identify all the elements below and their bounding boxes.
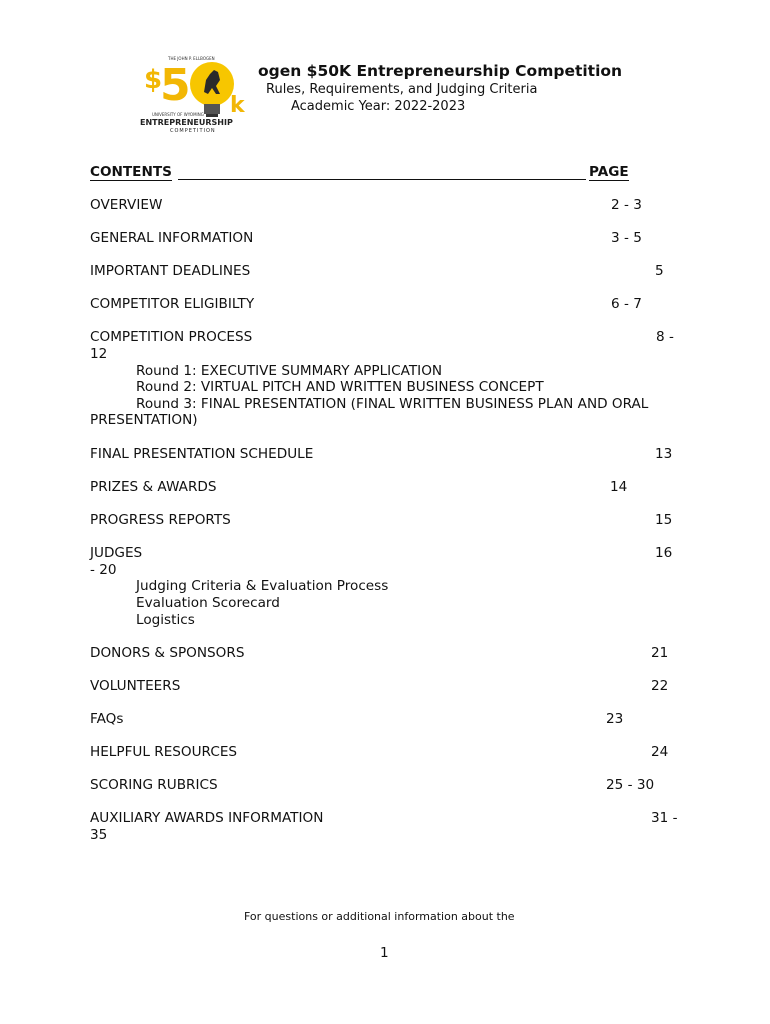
logo-k: k bbox=[230, 93, 245, 118]
footer-note: For questions or additional information about the bbox=[244, 910, 515, 923]
toc-resources: HELPFUL RESOURCES bbox=[90, 744, 238, 760]
toc-donors-page: 21 bbox=[651, 645, 669, 661]
contents-heading: CONTENTS bbox=[90, 164, 172, 180]
toc-process: COMPETITION PROCESS bbox=[90, 329, 253, 345]
toc-eligibility-page: 6 - 7 bbox=[611, 296, 642, 312]
document-title: ogen $50K Entrepreneurship Competition bbox=[258, 62, 623, 80]
toc-faqs-page: 23 bbox=[606, 711, 624, 727]
toc-schedule-page: 13 bbox=[655, 446, 673, 462]
academic-year: Academic Year: 2022-2023 bbox=[291, 99, 466, 114]
toc-eligibility: COMPETITOR ELIGIBILTY bbox=[90, 296, 255, 312]
toc-auxiliary: AUXILIARY AWARDS INFORMATION bbox=[90, 810, 324, 826]
toc-progress-page: 15 bbox=[655, 512, 673, 528]
toc-prizes-page: 14 bbox=[610, 479, 628, 495]
toc-resources-page: 24 bbox=[651, 744, 669, 760]
toc-rubrics: SCORING RUBRICS bbox=[90, 777, 218, 793]
toc-process-page: 8 - bbox=[656, 329, 674, 345]
toc-round1: Round 1: EXECUTIVE SUMMARY APPLICATION bbox=[136, 363, 443, 379]
toc-judges-page-cont: - 20 bbox=[90, 562, 117, 578]
toc-judges-sub3: Logistics bbox=[136, 612, 195, 628]
toc-judges: JUDGES bbox=[90, 545, 143, 561]
page-number: 1 bbox=[380, 945, 389, 961]
logo-line2: COMPETITION bbox=[170, 128, 216, 134]
toc-round2: Round 2: VIRTUAL PITCH AND WRITTEN BUSINESS CONCEPT bbox=[136, 379, 544, 395]
toc-general: GENERAL INFORMATION bbox=[90, 230, 254, 246]
toc-general-page: 3 - 5 bbox=[611, 230, 642, 246]
toc-volunteers-page: 22 bbox=[651, 678, 669, 694]
svg-text:THE JOHN P. ELLBOGEN: THE JOHN P. ELLBOGEN bbox=[168, 56, 215, 61]
header-rule bbox=[178, 179, 586, 180]
toc-overview: OVERVIEW bbox=[90, 197, 163, 213]
toc-volunteers: VOLUNTEERS bbox=[90, 678, 181, 694]
toc-prizes: PRIZES & AWARDS bbox=[90, 479, 217, 495]
toc-rubrics-page: 25 - 30 bbox=[606, 777, 655, 793]
toc-schedule: FINAL PRESENTATION SCHEDULE bbox=[90, 446, 314, 462]
page-heading: PAGE bbox=[589, 164, 629, 180]
logo-line1: ENTREPRENEURSHIP bbox=[140, 118, 233, 127]
toc-judges-page: 16 bbox=[655, 545, 673, 561]
toc-auxiliary-page-cont: 35 bbox=[90, 827, 108, 843]
toc-round3: Round 3: FINAL PRESENTATION (FINAL WRITTEN BUSINESS PLAN AND ORAL bbox=[136, 396, 649, 412]
toc-round3-cont: PRESENTATION) bbox=[90, 412, 198, 428]
logo-dollar: $ bbox=[144, 65, 163, 95]
toc-auxiliary-page: 31 - bbox=[651, 810, 678, 826]
logo-five: 5 bbox=[160, 60, 191, 111]
toc-donors: DONORS & SPONSORS bbox=[90, 645, 245, 661]
competition-logo bbox=[140, 50, 252, 134]
toc-deadlines: IMPORTANT DEADLINES bbox=[90, 263, 251, 279]
toc-judges-sub2: Evaluation Scorecard bbox=[136, 595, 280, 611]
toc-judges-sub1: Judging Criteria & Evaluation Process bbox=[136, 578, 389, 594]
toc-progress: PROGRESS REPORTS bbox=[90, 512, 231, 528]
lightbulb-cowboy-logo-icon bbox=[140, 50, 252, 134]
document-subtitle: Rules, Requirements, and Judging Criteria bbox=[266, 82, 538, 97]
svg-text:UNIVERSITY OF WYOMING: UNIVERSITY OF WYOMING bbox=[152, 112, 204, 117]
toc-deadlines-page: 5 bbox=[655, 263, 664, 279]
toc-faqs: FAQs bbox=[90, 711, 124, 727]
toc-overview-page: 2 - 3 bbox=[611, 197, 642, 213]
toc-process-page-cont: 12 bbox=[90, 346, 108, 362]
